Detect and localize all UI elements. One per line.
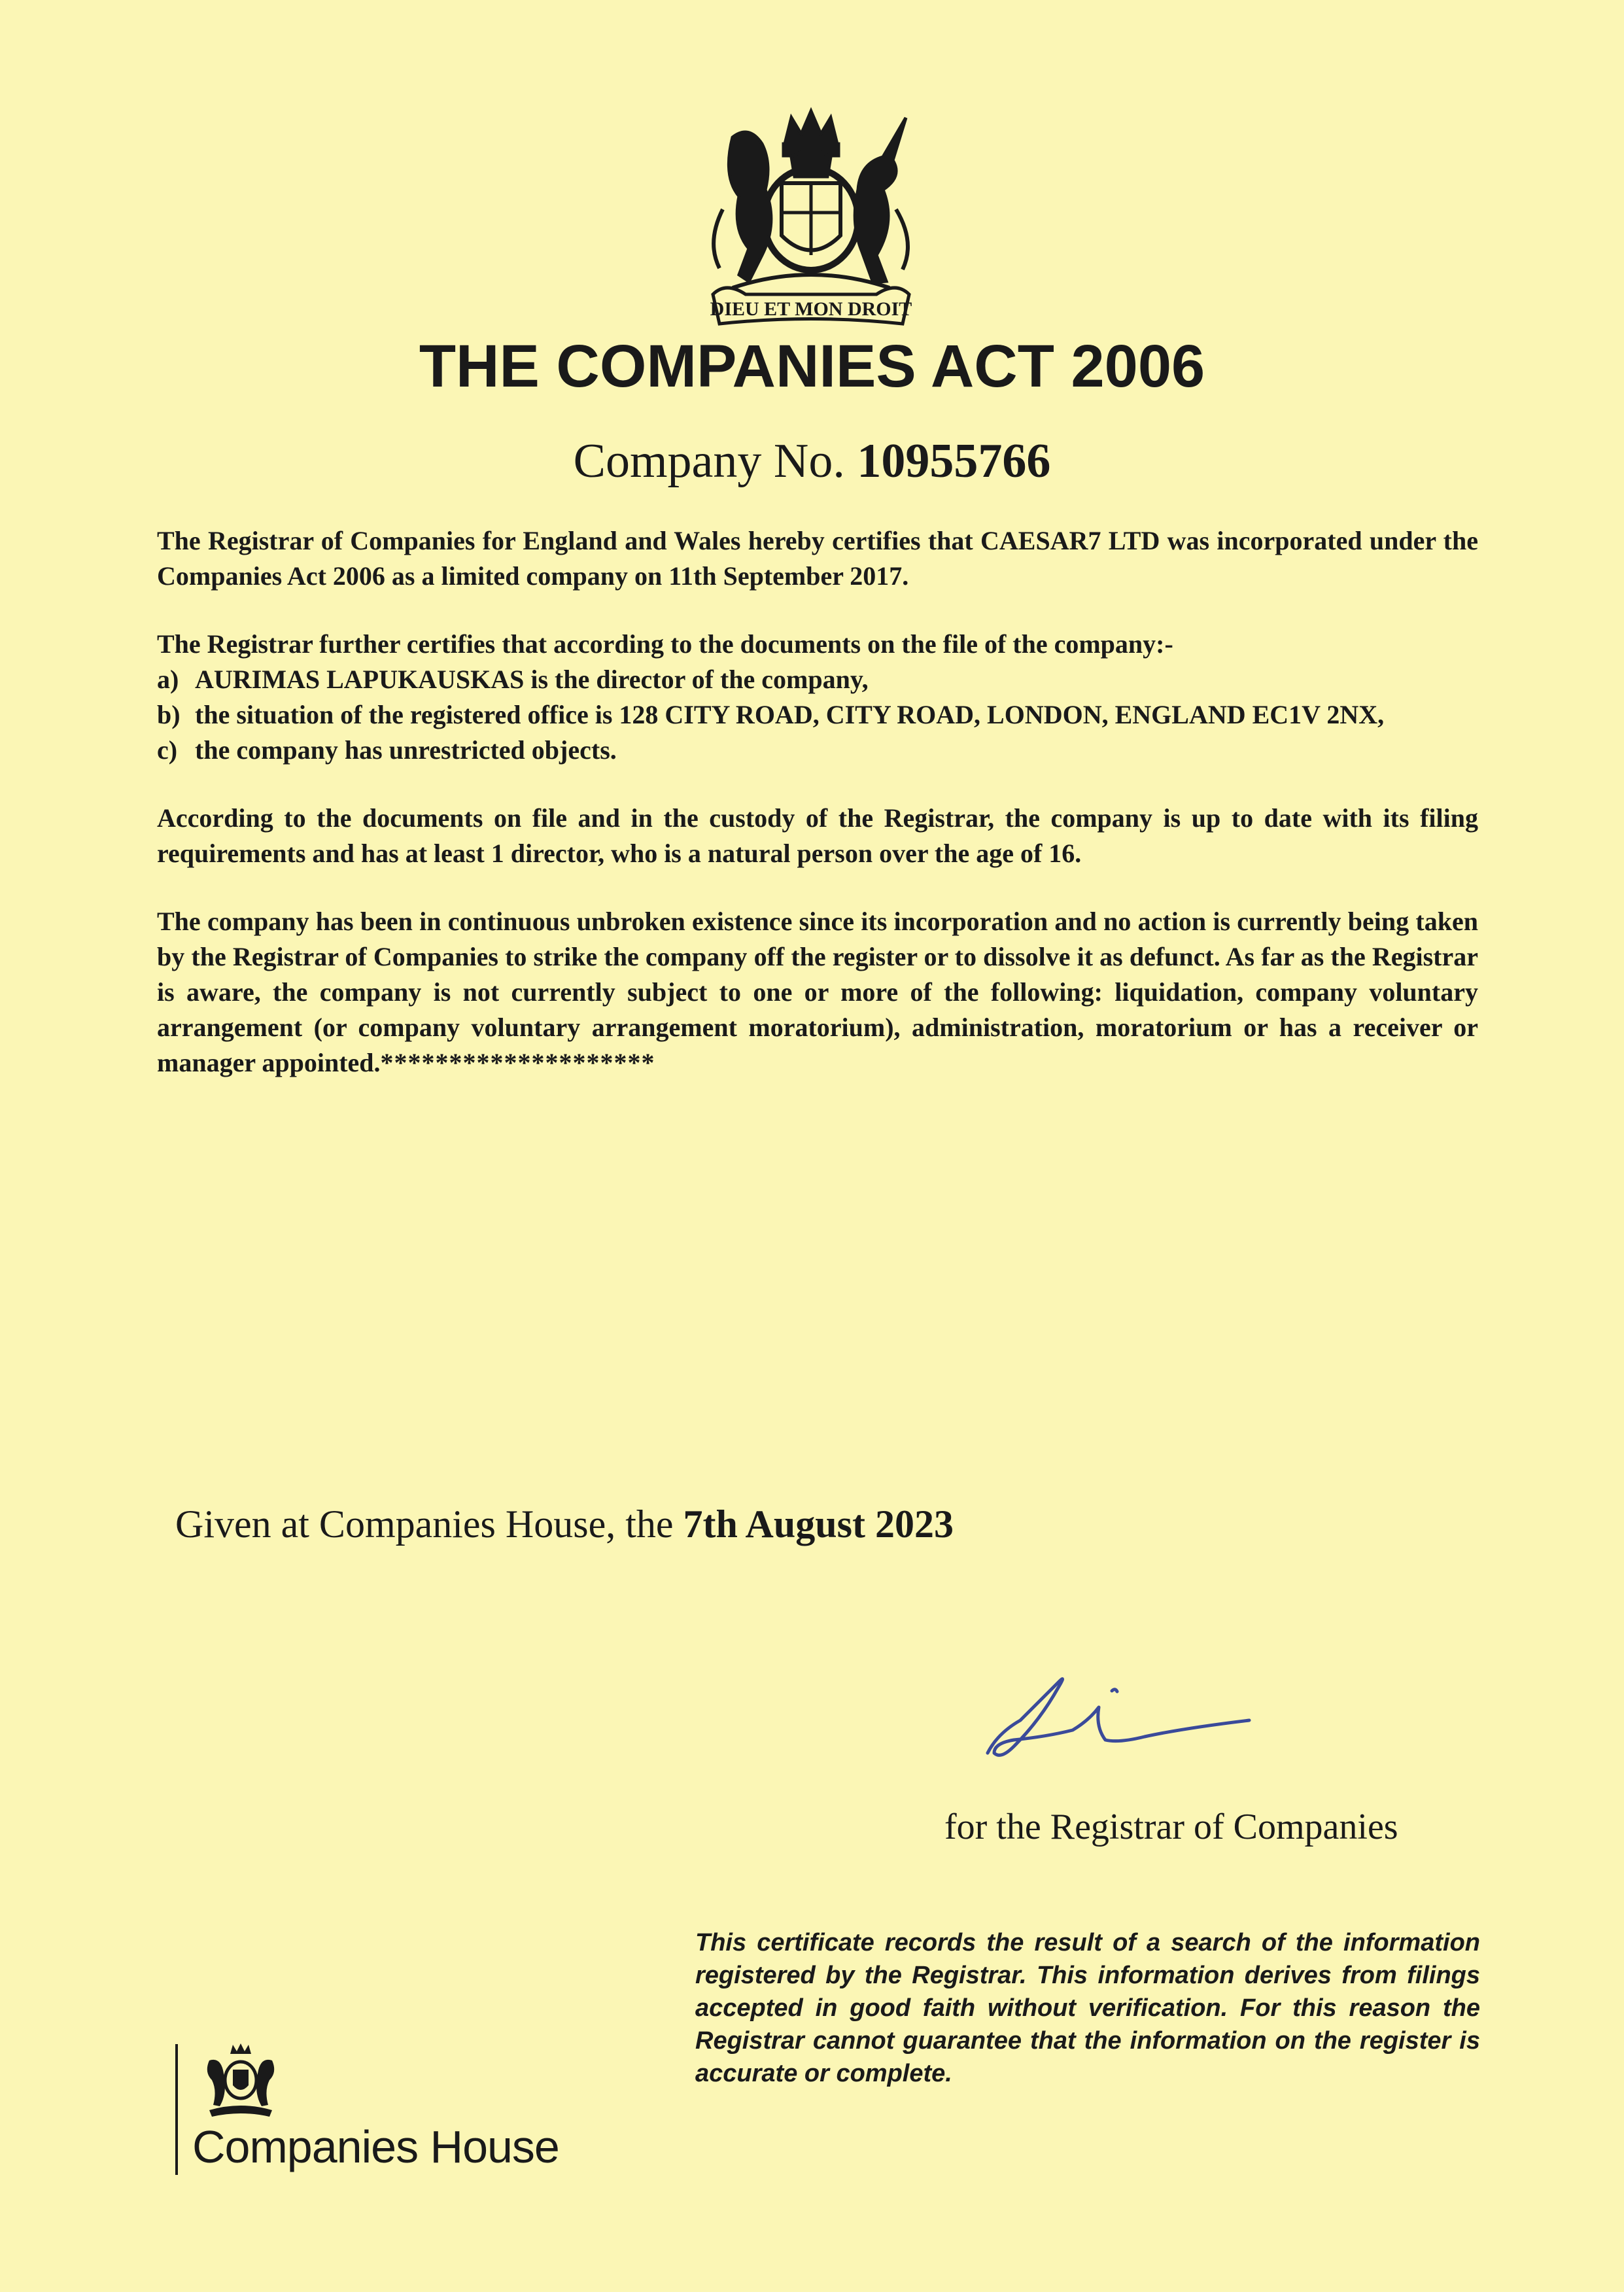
list-item <box>157 733 1478 768</box>
asterisk-filler: ******************** <box>380 1048 655 1077</box>
given-at-line <box>175 1498 954 1550</box>
certified-items-list <box>157 662 1478 768</box>
incorporation-paragraph: The Registrar of Companies for England and Wales hereby certifies that CAESAR7 LTD was incorporated under the Companies Act 2006 as a limited company on 11th September 2017. <box>157 526 1478 591</box>
registrar-sign-off: for the Registrar of Companies <box>944 1807 1398 1847</box>
company-number-line <box>0 432 1624 491</box>
royal-coat-of-arms-icon <box>687 98 935 334</box>
list-item-text: AURIMAS LAPUKAUSKAS is the director of the company, <box>195 665 869 694</box>
companies-house-wordmark: Companies House <box>192 2121 559 2172</box>
logo-divider <box>175 2044 178 2175</box>
certificate-body <box>157 523 1478 1113</box>
companies-house-crest-icon <box>190 2041 288 2119</box>
existence-text: The company has been in continuous unbroken existence since its incorporation and no action is currently being taken by the Registrar of Companies to strike the company off the register or to dissolve it as defunct. As far as the Registrar is aware, the company is not currently subject to one or more of the following: liquidation, company voluntary arrangement (or company voluntary arrangement moratorium), administration, moratorium or has a receiver or manager appointed. <box>157 907 1478 1077</box>
list-item <box>157 697 1478 733</box>
company-number: 10955766 <box>857 434 1051 488</box>
further-certifies-intro: The Registrar further certifies that according to the documents on the file of the company:- <box>157 629 1173 659</box>
list-item-label: a) <box>157 665 179 694</box>
list-item-label: c) <box>157 735 178 765</box>
handwritten-signature <box>975 1655 1262 1779</box>
list-item <box>157 662 1478 697</box>
company-number-label: Company No. <box>573 434 845 488</box>
crest-motto: DIEU ET MON DROIT <box>710 298 912 320</box>
list-item-text: the situation of the registered office is 128 CITY ROAD, CITY ROAD, LONDON, ENGLAND EC1V 2NX, <box>195 700 1385 729</box>
list-item-text: the company has unrestricted objects. <box>195 735 617 765</box>
issue-date: 7th August 2023 <box>683 1502 954 1546</box>
disclaimer-text: This certificate records the result of a search of the information registered by the Registrar. This information derives from filings accepted in good faith without verification. For this reason the Registrar cannot guarantee that the information on the register is accurate or complete. <box>695 1929 1480 2087</box>
filing-status-paragraph: According to the documents on file and in the custody of the Registrar, the company is up to date with its filing requirements and has at least 1 director, who is a natural person over the age of 16. <box>157 803 1478 868</box>
existence-paragraph <box>157 904 1478 1081</box>
given-at-prefix: Given at Companies House, the <box>175 1502 674 1546</box>
list-item-label: b) <box>157 700 181 729</box>
page-title: THE COMPANIES ACT 2006 <box>419 333 1205 400</box>
